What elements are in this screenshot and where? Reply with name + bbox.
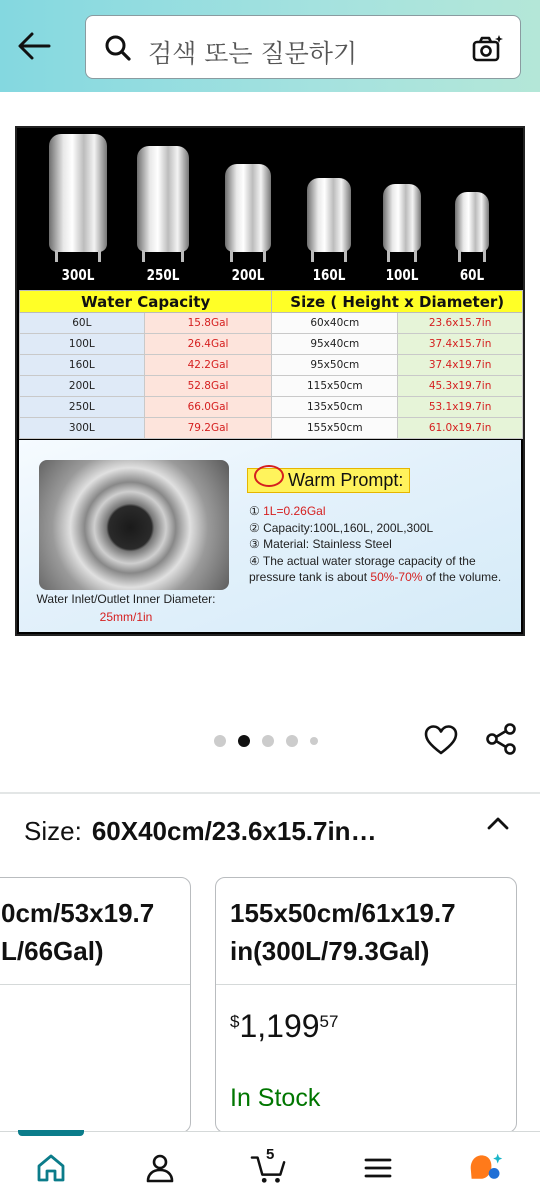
variant-divider bbox=[216, 984, 516, 985]
magnifier-icon bbox=[104, 34, 132, 62]
size-label: Size: bbox=[24, 816, 82, 846]
search-placeholder: 검색 또는 질문하기 bbox=[148, 39, 358, 68]
size-in: 45.3x19.7in bbox=[398, 376, 523, 397]
tank-200l bbox=[225, 162, 271, 262]
tank-label: 160L bbox=[312, 266, 346, 284]
warm-prompt-title bbox=[247, 468, 410, 493]
variant-title: 0cm/53x19.7 L/66Gal) bbox=[1, 898, 155, 966]
cart-count-badge: 5 bbox=[266, 1146, 275, 1163]
table-row bbox=[20, 376, 523, 397]
prompt-line-4: ④ The actual water storage capacity of the pressure tank is about 50%-70% of the volume. bbox=[249, 553, 502, 584]
table-row bbox=[20, 334, 523, 355]
active-tab-indicator bbox=[18, 1130, 84, 1136]
inlet-value: 25mm/1in bbox=[99, 610, 153, 624]
tank-label: 60L bbox=[459, 266, 485, 284]
table-row bbox=[20, 355, 523, 376]
tank-lineup bbox=[17, 128, 523, 290]
section-divider bbox=[0, 792, 540, 794]
product-image[interactable] bbox=[15, 126, 525, 636]
capacity-liters: 200L bbox=[20, 376, 145, 397]
chevron-up-icon[interactable] bbox=[484, 810, 512, 838]
table-row bbox=[20, 397, 523, 418]
price-fraction: 57 bbox=[319, 1012, 339, 1031]
carousel-dot[interactable] bbox=[262, 735, 274, 747]
capacity-gallons: 66.0Gal bbox=[144, 397, 272, 418]
tank-label: 200L bbox=[231, 266, 265, 284]
camera-sparkle-icon[interactable] bbox=[472, 34, 504, 64]
size-cm: 95x50cm bbox=[272, 355, 398, 376]
size-in: 37.4x19.7in bbox=[398, 355, 523, 376]
inlet-caption bbox=[23, 592, 229, 624]
size-in: 61.0x19.7in bbox=[398, 418, 523, 439]
capacity-gallons: 52.8Gal bbox=[144, 376, 272, 397]
nav-home[interactable] bbox=[33, 1150, 69, 1186]
warm-prompt-text: Warm Prompt: bbox=[288, 470, 404, 490]
variant-card-selected[interactable] bbox=[215, 877, 517, 1133]
capacity-gallons: 79.2Gal bbox=[144, 418, 272, 439]
tank-label: 300L bbox=[61, 266, 95, 284]
carousel-dot[interactable] bbox=[214, 735, 226, 747]
tank-250l bbox=[137, 144, 189, 262]
warm-prompt-panel bbox=[19, 440, 521, 632]
nav-account[interactable] bbox=[142, 1150, 178, 1186]
size-cm: 60x40cm bbox=[272, 313, 398, 334]
size-selector[interactable] bbox=[24, 816, 474, 847]
capacity-gallons: 15.8Gal bbox=[144, 313, 272, 334]
capacity-gallons: 42.2Gal bbox=[144, 355, 272, 376]
table-row bbox=[20, 418, 523, 439]
capacity-liters: 250L bbox=[20, 397, 145, 418]
capacity-liters: 100L bbox=[20, 334, 145, 355]
size-cm: 135x50cm bbox=[272, 397, 398, 418]
variant-card[interactable] bbox=[0, 877, 191, 1133]
price-currency: $ bbox=[230, 1012, 240, 1031]
inlet-caption-text: Water Inlet/Outlet Inner Diameter: bbox=[36, 592, 216, 606]
prompt-line-2: ② Capacity:100L,160L, 200L,300L bbox=[249, 520, 434, 535]
nav-rufus[interactable] bbox=[468, 1150, 504, 1186]
search-input[interactable] bbox=[85, 15, 521, 79]
variant-title: 155x50cm/61x19.7 in(300L/79.3Gal) bbox=[230, 898, 456, 966]
arrow-left-icon bbox=[17, 31, 51, 61]
capacity-gallons: 26.4Gal bbox=[144, 334, 272, 355]
nav-menu[interactable] bbox=[360, 1150, 396, 1186]
capacity-size-table bbox=[19, 290, 523, 439]
carousel-dot[interactable] bbox=[310, 737, 318, 745]
carousel-dot-active[interactable] bbox=[238, 735, 250, 747]
size-cm: 155x50cm bbox=[272, 418, 398, 439]
capacity-header: Water Capacity bbox=[20, 291, 272, 313]
prompt-lines bbox=[249, 503, 511, 586]
size-in: 23.6x15.7in bbox=[398, 313, 523, 334]
share-icon[interactable] bbox=[484, 722, 518, 756]
size-in: 53.1x19.7in bbox=[398, 397, 523, 418]
account-icon bbox=[144, 1152, 176, 1184]
size-header: Size ( Height x Diameter) bbox=[272, 291, 523, 313]
prompt-line-3: ③ Material: Stainless Steel bbox=[249, 537, 392, 551]
size-cm: 95x40cm bbox=[272, 334, 398, 355]
tank-label: 100L bbox=[385, 266, 419, 284]
variant-price bbox=[230, 1008, 338, 1045]
carousel-dot[interactable] bbox=[286, 735, 298, 747]
threaded-fitting-photo bbox=[39, 460, 229, 590]
tank-60l bbox=[455, 190, 489, 262]
prompt-line-1: ① 1L=0.26Gal bbox=[249, 504, 326, 518]
tank-300l bbox=[49, 132, 107, 262]
table-row bbox=[20, 313, 523, 334]
size-value: 60X40cm/23.6x15.7in… bbox=[91, 816, 377, 846]
variant-divider bbox=[0, 984, 190, 985]
availability-status: In Stock bbox=[230, 1084, 321, 1112]
capacity-liters: 60L bbox=[20, 313, 145, 334]
size-cm: 115x50cm bbox=[272, 376, 398, 397]
rufus-icon bbox=[468, 1150, 504, 1186]
price-whole: 1,199 bbox=[239, 1008, 320, 1044]
capacity-liters: 160L bbox=[20, 355, 145, 376]
tank-160l bbox=[307, 176, 351, 262]
capacity-liters: 300L bbox=[20, 418, 145, 439]
heart-icon[interactable] bbox=[424, 724, 458, 756]
tank-100l bbox=[383, 182, 421, 262]
app-header bbox=[0, 0, 540, 92]
menu-icon bbox=[362, 1152, 394, 1184]
carousel-dots[interactable] bbox=[214, 735, 318, 747]
home-icon bbox=[35, 1152, 67, 1184]
size-in: 37.4x15.7in bbox=[398, 334, 523, 355]
back-button[interactable] bbox=[14, 28, 54, 64]
tank-label: 250L bbox=[146, 266, 180, 284]
bottom-nav bbox=[0, 1131, 540, 1201]
